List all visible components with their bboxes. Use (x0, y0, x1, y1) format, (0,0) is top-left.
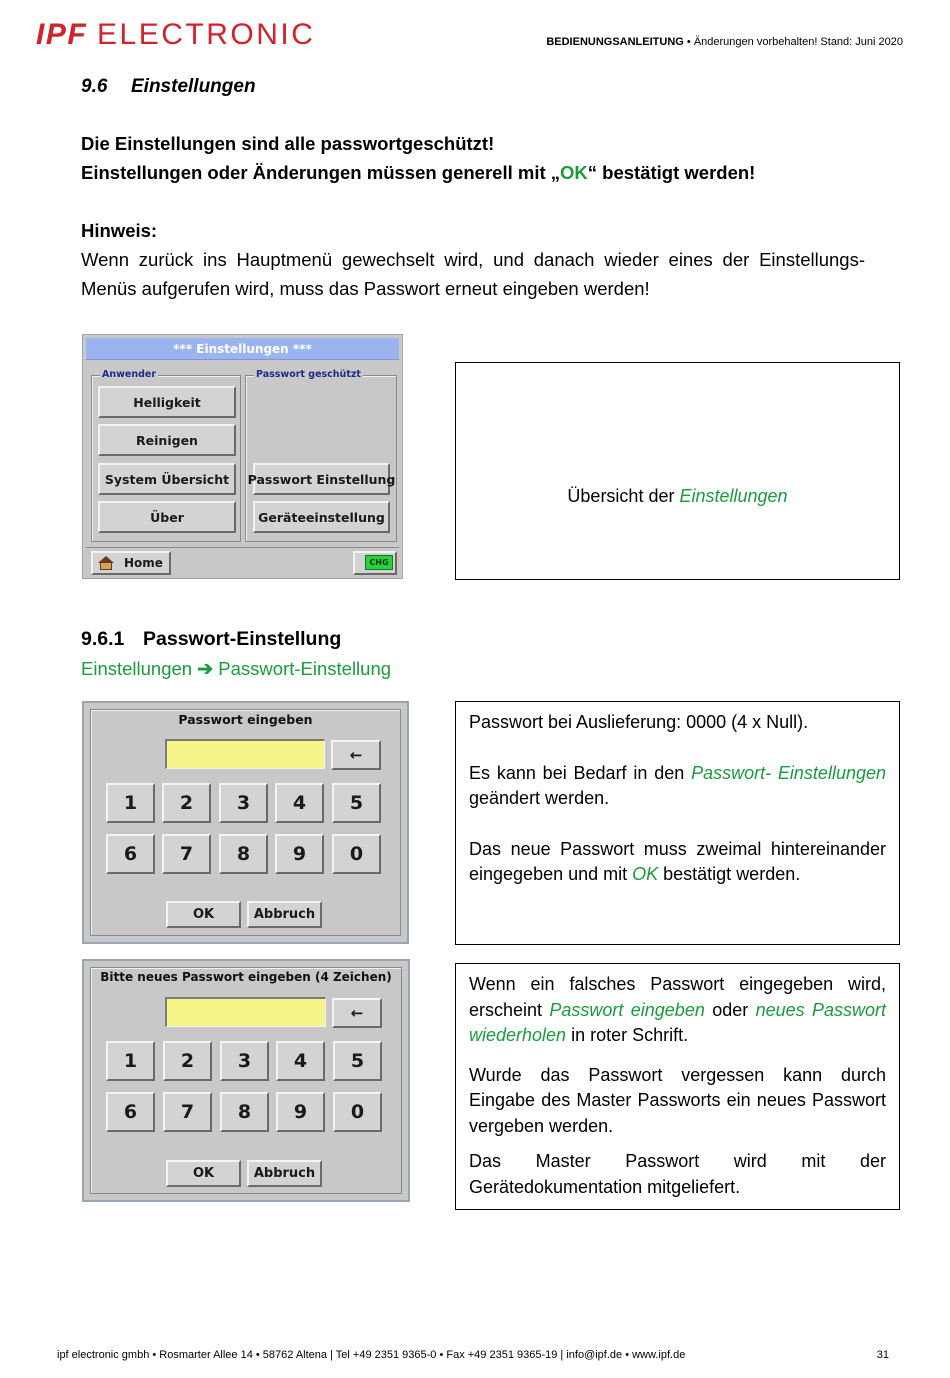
key-4[interactable]: 4 (276, 1041, 325, 1081)
bottom-separator (86, 547, 399, 548)
hint-label: Hinweis: (81, 220, 158, 241)
keypad-title: Passwort eingeben (178, 712, 313, 727)
key-5[interactable]: 5 (332, 783, 381, 823)
notice-line-1: Die Einstellungen sind alle passwortgeschützt! (81, 133, 495, 154)
path-from: Einstellungen (81, 658, 193, 679)
master-password-text: Das Master Passwort wird mit der Gerätedokumentation mitgeliefert. (469, 1151, 886, 1197)
home-button-label: Home (124, 556, 163, 570)
key-1[interactable]: 1 (106, 783, 155, 823)
logo-mark: IPF (36, 18, 88, 51)
home-button[interactable] (91, 551, 171, 575)
key-6[interactable]: 6 (106, 834, 155, 874)
password-settings-highlight: Passwort- Einstellungen (691, 762, 886, 783)
key-7[interactable]: 7 (163, 1092, 212, 1132)
company-logo (36, 18, 315, 52)
change-password-text: Es kann bei Bedarf in den Passwort- Einstellungen geändert werden. (469, 762, 886, 808)
chg-button[interactable] (353, 551, 397, 575)
section-heading-9-6 (81, 76, 256, 98)
confirm-password-text: Das neue Passwort muss zweimal hintereinander eingegeben und mit OK bestätigt werden. (469, 838, 886, 884)
page-number: 31 (876, 1349, 889, 1361)
key-0[interactable]: 0 (332, 834, 381, 874)
header-bullet: • (686, 36, 691, 48)
section-heading-9-6-1 (81, 628, 341, 651)
wrong-password-box (455, 963, 900, 1210)
backspace-key-2[interactable]: ← (332, 998, 382, 1028)
logo-wordmark: ELECTRONIC (97, 18, 316, 51)
brightness-button[interactable]: Helligkeit (98, 386, 236, 418)
key-5[interactable]: 5 (333, 1041, 382, 1081)
subsection-number: 9.6.1 (81, 628, 125, 650)
menu-path (81, 658, 391, 681)
settings-caption: Übersicht der Einstellungen (567, 486, 788, 506)
section-number: 9.6 (81, 76, 108, 97)
key-3[interactable]: 3 (220, 1041, 269, 1081)
forgot-password-text: Wurde das Passwort vergessen kann durch Eingabe des Master Passworts ein neues Passwort vergeben werden. (469, 1064, 886, 1136)
home-icon (98, 556, 114, 570)
section-title: Einstellungen (131, 76, 256, 97)
cancel-button-2[interactable]: Abbruch (247, 1160, 322, 1187)
default-password-text: Passwort bei Auslieferung: 0000 (4 x Null). (469, 712, 809, 732)
ok-button-2[interactable]: OK (166, 1160, 241, 1187)
ok-highlight-italic: OK (632, 864, 659, 884)
backspace-key[interactable]: ← (331, 740, 381, 770)
key-6[interactable]: 6 (106, 1092, 155, 1132)
repeat-password-highlight: neues Passwort wiederholen (469, 999, 886, 1045)
hint-text: Wenn zurück ins Hauptmenü gewechselt wird, und danach wieder eines der Einstellungs-Menüs aufgerufen wird, muss das Passwort erneut eingeben werden! (81, 249, 865, 299)
doc-type: BEDIENUNGSANLEITUNG (546, 36, 684, 48)
subsection-title: Passwort-Einstellung (143, 628, 342, 650)
password-input[interactable] (165, 739, 325, 769)
key-9[interactable]: 9 (276, 1092, 325, 1132)
key-7[interactable]: 7 (162, 834, 211, 874)
key-8[interactable]: 8 (219, 834, 268, 874)
caption-highlight: Einstellungen (679, 486, 788, 506)
arrow-right-icon: ➔ (197, 659, 214, 680)
ok-button[interactable]: OK (166, 901, 241, 928)
cancel-button[interactable]: Abbruch (247, 901, 322, 928)
key-8[interactable]: 8 (220, 1092, 269, 1132)
system-overview-button[interactable]: System Übersicht (98, 463, 236, 495)
settings-screen (82, 334, 403, 579)
device-settings-button[interactable]: Geräteeinstellung (253, 501, 390, 533)
password-entry-screen (82, 701, 409, 944)
group-user-label: Anwender (102, 369, 157, 380)
group-protected-label: Passwort geschützt (256, 369, 361, 380)
password-protected-notice (81, 129, 755, 187)
key-1[interactable]: 1 (106, 1041, 155, 1081)
key-2[interactable]: 2 (162, 783, 211, 823)
chg-indicator: CHG (365, 555, 393, 570)
key-3[interactable]: 3 (219, 783, 268, 823)
footer-contact: ipf electronic gmbh • Rosmarter Allee 14 • 58762 Altena | Tel +49 2351 9365-0 • Fax +49 2351 9365-19 | info@ipf.de • www.ipf.de (57, 1349, 686, 1361)
clean-button[interactable]: Reinigen (98, 424, 236, 456)
key-4[interactable]: 4 (275, 783, 324, 823)
settings-caption-box (455, 362, 900, 580)
new-password-input[interactable] (165, 997, 326, 1027)
path-to: Passwort-Einstellung (218, 658, 392, 679)
password-settings-button[interactable]: Passwort Einstellung (253, 463, 390, 495)
new-password-screen (82, 959, 410, 1202)
password-info-box (455, 701, 900, 945)
ok-highlight: OK (560, 162, 588, 183)
header-doc-info (546, 36, 903, 48)
key-0[interactable]: 0 (333, 1092, 382, 1132)
keypad-title-2: Bitte neues Passwort eingeben (4 Zeichen) (100, 970, 392, 984)
doc-note: Änderungen vorbehalten! Stand: Juni 2020 (693, 36, 903, 48)
notice-line-2: Einstellungen oder Änderungen müssen generell mit „OK“ bestätigt werden! (81, 162, 756, 183)
about-button[interactable]: Über (98, 501, 236, 533)
settings-titlebar: *** Einstellungen *** (86, 338, 399, 360)
wrong-password-text: Wenn ein falsches Passwort eingegeben wird, erscheint Passwort eingeben oder neues Passwort wiederholen in roter Schrift. (469, 974, 886, 1045)
enter-password-highlight: Passwort eingeben (549, 999, 705, 1020)
key-2[interactable]: 2 (163, 1041, 212, 1081)
key-9[interactable]: 9 (275, 834, 324, 874)
